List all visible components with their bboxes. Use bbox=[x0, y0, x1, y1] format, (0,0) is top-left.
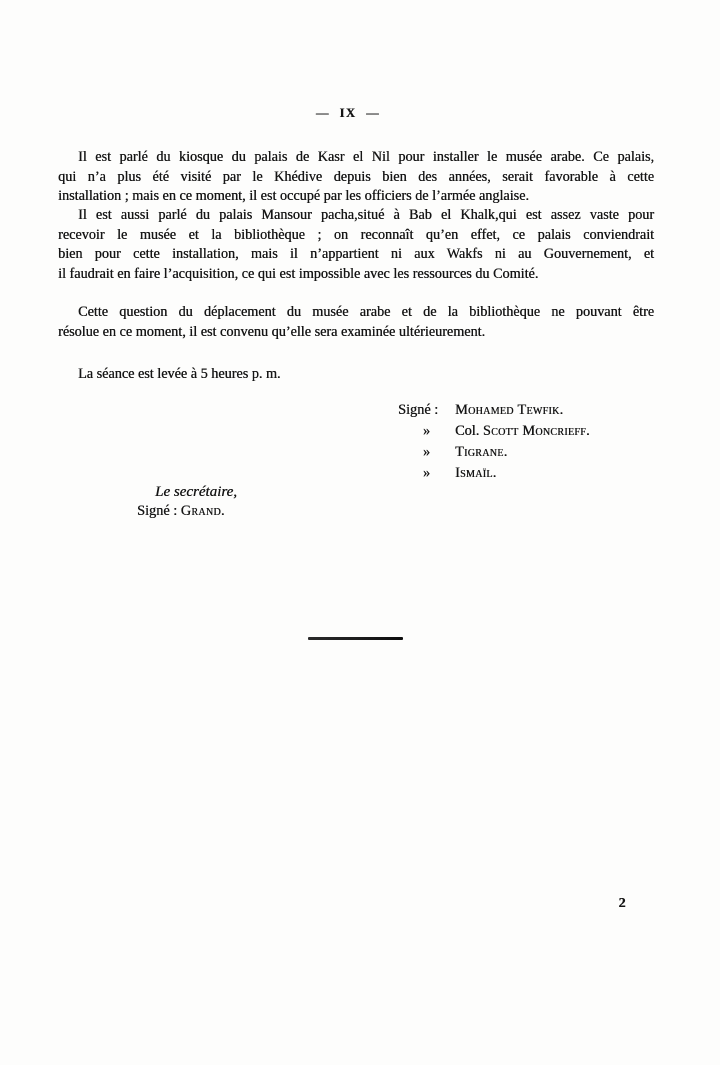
signed-label: Signé : bbox=[137, 503, 178, 519]
signatory-smallcaps: Ismaïl. bbox=[455, 465, 497, 481]
signatory-name bbox=[455, 400, 590, 421]
page-number: 2 bbox=[618, 896, 626, 911]
signature-row bbox=[398, 400, 590, 421]
signed-label: Signé : bbox=[398, 402, 439, 418]
signature-block bbox=[398, 400, 590, 484]
text-line: bien pour cette installation, mais il n’appartient ni aux Wakfs ni au Gouvernement, et bbox=[58, 246, 654, 262]
text-line: Il est aussi parlé du palais Mansour pacha,situé à Bab el Khalk,qui est assez vaste pour bbox=[78, 207, 654, 223]
ditto-mark: » bbox=[422, 465, 431, 481]
section-heading: — IX — bbox=[315, 106, 381, 120]
signatory-smallcaps: Scott Moncrieff. bbox=[482, 423, 590, 439]
text-line: Cette question du déplacement du musée arabe et de la bibliothèque ne pouvant être bbox=[78, 304, 654, 320]
signatory-smallcaps: Mohamed Tewfik. bbox=[455, 402, 564, 418]
signature-row bbox=[398, 463, 590, 484]
signatory-prefix: Col. bbox=[455, 423, 483, 439]
text-line: La séance est levée à 5 heures p. m. bbox=[78, 366, 281, 382]
paragraph-2 bbox=[58, 206, 654, 284]
ditto-mark: » bbox=[422, 444, 431, 460]
signature-row bbox=[398, 442, 590, 463]
paragraph-1 bbox=[58, 148, 654, 207]
text-line: Il est parlé du kiosque du palais de Kasr el Nil pour installer le musée arabe. Ce palais, bbox=[78, 149, 654, 165]
secretary-role: Le secrétaire, bbox=[155, 484, 237, 500]
signatory-name bbox=[455, 442, 590, 463]
text-line: résolue en ce moment, il est convenu qu’elle sera examinée ultérieurement. bbox=[58, 323, 486, 340]
text-line: qui n’a plus été visité par le Khédive depuis bien des années, serait favorable à cette bbox=[58, 168, 654, 185]
text-line: installation ; mais en ce moment, il est occupé par les officiers de l’armée anglaise. bbox=[58, 188, 529, 204]
text-line: il faudrait en faire l’acquisition, ce qui est impossible avec les ressources du Comité. bbox=[58, 265, 539, 282]
secretary-signature bbox=[137, 503, 225, 520]
signatory-name bbox=[455, 463, 590, 484]
section-divider-rule bbox=[308, 637, 403, 640]
ditto-mark: » bbox=[422, 423, 431, 439]
paragraph-4 bbox=[58, 365, 654, 385]
signatory-smallcaps: Tigrane. bbox=[455, 444, 508, 460]
paragraph-3 bbox=[58, 303, 654, 342]
signature-row bbox=[398, 421, 590, 442]
secretary-name: Grand. bbox=[180, 503, 225, 519]
text-line: recevoir le musée et la bibliothèque ; on reconnaît qu’en effet, ce palais conviendrait bbox=[58, 226, 654, 243]
signatory-name bbox=[455, 421, 590, 442]
